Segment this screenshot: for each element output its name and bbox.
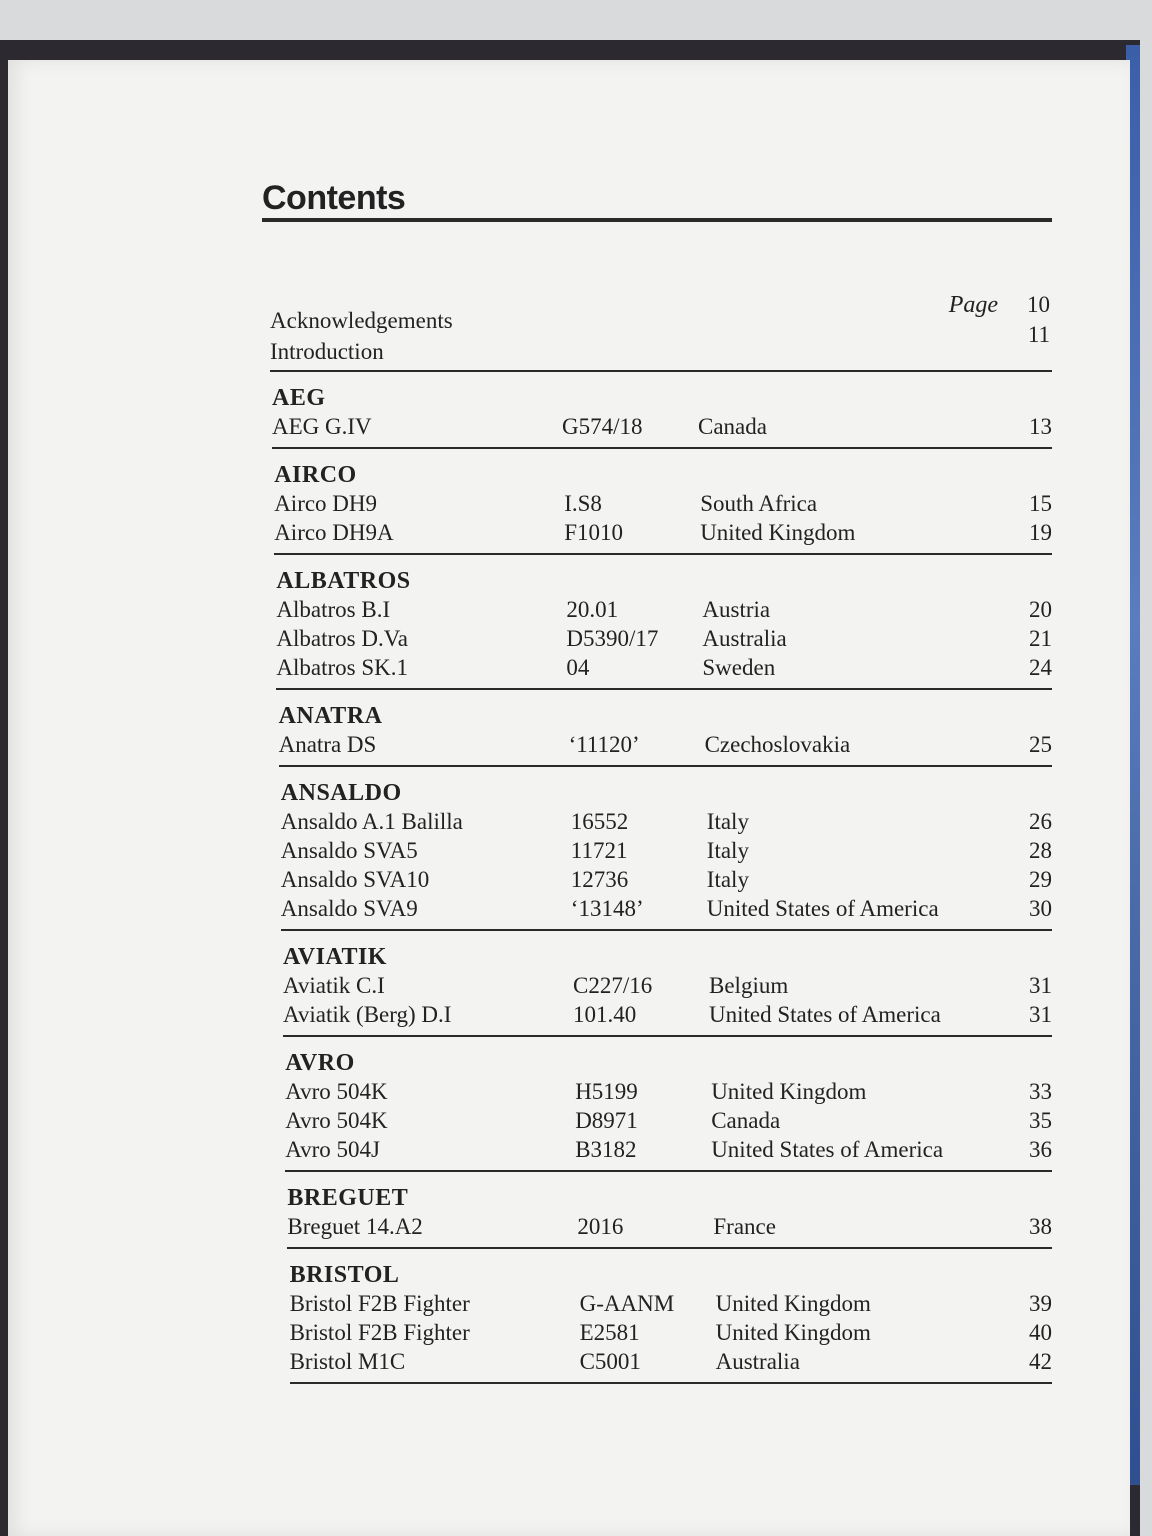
manufacturer-heading: AEG [272,385,326,411]
page-title: Contents [262,179,406,217]
serial-number: 20.01 [566,597,619,622]
page-number: 20 [1029,597,1052,622]
section-rule [287,1247,1052,1249]
contents-row [285,1135,1052,1164]
contents-row [283,1000,1052,1029]
country: South Africa [700,491,818,516]
contents-row [285,1106,1052,1135]
country: Czechoslovakia [704,732,851,757]
serial-number: 101.40 [573,1002,637,1027]
contents-row [290,1347,1052,1376]
serial-number: D5390/17 [566,626,659,651]
aircraft-name: Bristol M1C [289,1349,406,1374]
manufacturer-heading: ANATRA [278,703,383,729]
section-rule [270,370,1052,372]
aircraft-name: Avro 504J [285,1137,380,1162]
section-rule [279,765,1052,767]
country: France [713,1214,776,1239]
page-number: 25 [1029,732,1052,757]
contents-row [276,624,1052,653]
sections-list [262,384,1052,1384]
contents-row [272,412,1052,441]
aircraft-name: Albatros D.Va [276,626,408,651]
country: Austria [702,597,771,622]
contents-row [285,1077,1052,1106]
serial-number: 04 [566,655,590,680]
aircraft-name: Ansaldo SVA10 [280,867,430,892]
serial-number: B3182 [575,1137,637,1162]
country: United States of America [709,1002,941,1027]
country: United Kingdom [715,1291,871,1316]
page-number: 15 [1029,491,1052,516]
page-number: 36 [1029,1137,1052,1162]
contents-row [281,836,1052,865]
contents-row [290,1318,1052,1347]
aircraft-name: Avro 504K [285,1108,388,1133]
contents-row [276,653,1052,682]
manufacturer-section [272,384,1052,441]
manufacturer-section [276,567,1052,682]
page-number: 28 [1029,838,1052,863]
section-rule [274,553,1052,555]
page-number: 21 [1029,626,1052,651]
title-rule [262,218,1052,222]
aircraft-name: Ansaldo SVA5 [280,838,418,863]
contents-row [274,518,1052,547]
section-rule [285,1170,1052,1172]
page-number: 38 [1029,1214,1052,1239]
section-rule [283,1035,1052,1037]
manufacturer-heading: AVIATIK [283,944,387,970]
page-number: 42 [1029,1349,1052,1374]
page-number: 33 [1029,1079,1052,1104]
aircraft-name: Albatros SK.1 [276,655,409,680]
manufacturer-heading: AVRO [285,1050,355,1076]
front-matter-page: 10 [1027,292,1050,317]
contents-block [262,178,1052,1384]
page-number: 26 [1029,809,1052,834]
serial-number: 11721 [570,838,628,863]
serial-number: E2581 [579,1320,640,1345]
serial-number: 12736 [570,867,629,892]
front-matter-page: 11 [1027,322,1050,347]
contents-row [281,807,1052,836]
country: United States of America [706,896,939,921]
aircraft-name: Bristol F2B Fighter [289,1320,470,1345]
aircraft-name: Bristol F2B Fighter [289,1291,470,1316]
manufacturer-heading: BRISTOL [289,1262,400,1288]
page-column-label: Page [948,292,998,318]
aircraft-name: Breguet 14.A2 [287,1214,423,1239]
serial-number: G-AANM [579,1291,675,1316]
aircraft-name: Airco DH9 [274,491,378,516]
serial-number: C5001 [579,1349,641,1374]
serial-number: I.S8 [564,491,602,516]
serial-number: D8971 [575,1108,638,1133]
manufacturer-section [285,1049,1052,1164]
page-number: 30 [1029,896,1052,921]
section-rule [272,447,1052,449]
serial-number: F1010 [564,520,623,545]
aircraft-name: Aviatik (Berg) D.I [283,1002,452,1027]
serial-number: G574/18 [562,414,643,439]
country: Canada [698,414,767,439]
aircraft-name: Airco DH9A [274,520,394,545]
serial-number: ‘11120’ [568,732,640,757]
page-number: 31 [1029,1002,1052,1027]
country: Australia [702,626,787,651]
section-rule [290,1382,1052,1384]
aircraft-name: Aviatik C.I [283,973,385,998]
contents-row [283,971,1052,1000]
manufacturer-section [290,1261,1052,1376]
serial-number: 2016 [577,1214,624,1239]
manufacturer-heading: AIRCO [274,462,357,488]
country: United Kingdom [700,520,856,545]
page-number: 31 [1029,973,1052,998]
manufacturer-heading: BREGUET [287,1185,409,1211]
country: United Kingdom [711,1079,867,1104]
country: Italy [706,867,749,892]
manufacturer-heading: ANSALDO [280,780,402,806]
manufacturer-section [281,779,1052,923]
country: Sweden [702,655,776,680]
front-matter [270,284,1052,370]
aircraft-name: Avro 504K [285,1079,388,1104]
manufacturer-section [279,702,1052,759]
serial-number: H5199 [575,1079,638,1104]
serial-number: C227/16 [573,973,653,998]
contents-row [290,1289,1052,1318]
manufacturer-heading: ALBATROS [276,568,411,594]
country: Italy [706,809,749,834]
serial-number: 16552 [570,809,629,834]
contents-row [279,730,1052,759]
contents-row [276,595,1052,624]
country: Canada [711,1108,781,1133]
page-number: 40 [1029,1320,1052,1345]
front-matter-item: Acknowledgements [270,308,453,333]
page-number: 39 [1029,1291,1052,1316]
aircraft-name: Ansaldo A.1 Balilla [280,809,463,834]
section-rule [276,688,1052,690]
contents-row [287,1212,1052,1241]
country: Italy [706,838,749,863]
aircraft-name: AEG G.IV [272,414,372,439]
serial-number: ‘13148’ [570,896,644,921]
manufacturer-section [283,943,1052,1029]
section-rule [281,929,1052,931]
country: United States of America [711,1137,944,1162]
page-number: 35 [1029,1108,1052,1133]
contents-row [274,489,1052,518]
country: Australia [715,1349,800,1374]
aircraft-name: Ansaldo SVA9 [280,896,418,921]
page-number: 24 [1029,655,1052,680]
aircraft-name: Albatros B.I [276,597,391,622]
manufacturer-section [287,1184,1052,1241]
front-matter-item: Introduction [270,339,384,364]
manufacturer-section [274,461,1052,547]
page-number: 13 [1029,414,1052,439]
aircraft-name: Anatra DS [278,732,377,757]
page-number: 29 [1029,867,1052,892]
country: United Kingdom [715,1320,871,1345]
page-number: 19 [1029,520,1052,545]
contents-row [281,865,1052,894]
country: Belgium [709,973,789,998]
contents-row [281,894,1052,923]
